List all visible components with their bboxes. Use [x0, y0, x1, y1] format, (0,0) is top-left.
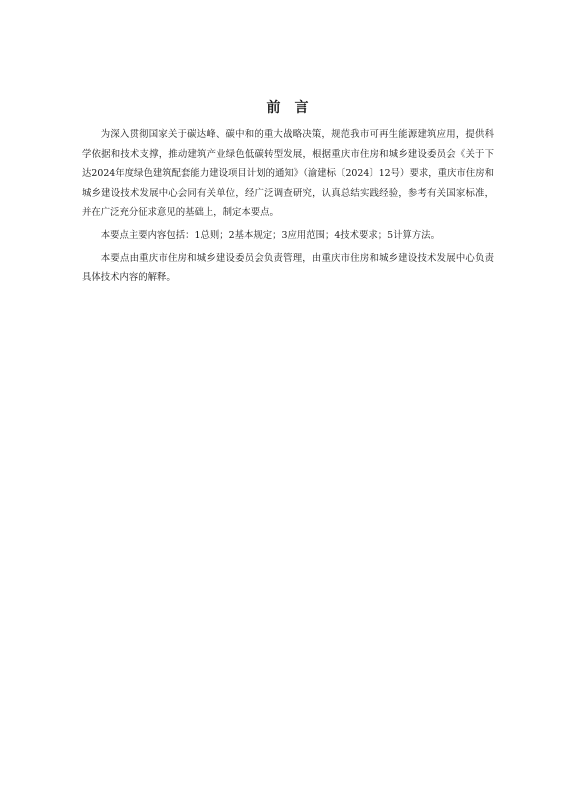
page-title: 前言 — [266, 100, 323, 116]
paragraph-management: 本要点由重庆市住房和城乡建设委员会负责管理，由重庆市住房和城乡建设技术发展中心负责具体技术内容的解释。 — [82, 252, 494, 284]
preface-body — [82, 125, 494, 291]
paragraph-background: 为深入贯彻国家关于碳达峰、碳中和的重大战略决策，规范我市可再生能源建筑应用，提供科学依据和技术支撑，推动建筑产业绿色低碳转型发展，根据重庆市住房和城乡建设委员会《关于下达2024年度绿色建筑配套能力建设项目计划的通知》（渝建标〔2024〕12号）要求，重庆市住房和城乡建设技术发展中心会同有关单位，经广泛调查研究，认真总结实践经验，参考有关国家标准，并在广泛充分征求意见的基础上，制定本要点。 — [82, 129, 494, 219]
paragraph-contents: 本要点主要内容包括：1总则；2基本规定；3应用范围；4技术要求；5计算方法。 — [100, 229, 440, 241]
